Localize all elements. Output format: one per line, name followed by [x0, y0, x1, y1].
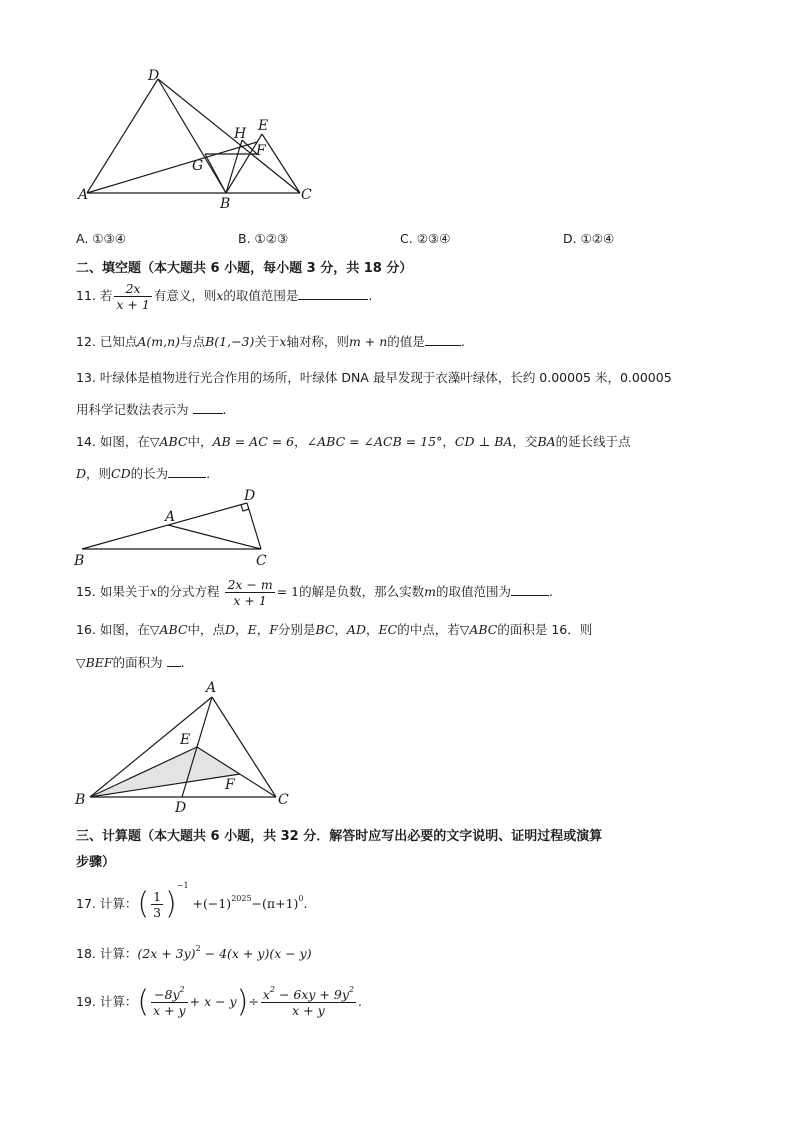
- q16-label-a: A: [206, 680, 217, 696]
- question-17: 17. 计算：( $\frac{1}{3}$ )$^{-1} +(-1)^{2025}-(\pi+1)^0$.: [76, 881, 308, 922]
- q19-fraction-2: $\frac{x^2 - 6xy + 9y^2}{x + y}$: [262, 985, 354, 1018]
- figure-top-geometry: [70, 62, 330, 212]
- q19-fraction-1: $\frac{-8y^2}{x + y}$: [153, 985, 186, 1018]
- q12-answer-blank[interactable]: [425, 333, 461, 346]
- question-11: 11. 若 $\frac{2x}{x + 1}$ 有意义，则x的取值范围是 .: [76, 281, 373, 312]
- q16-label-d: D: [175, 800, 187, 814]
- q15-fraction: $\frac{2x - m}{x + 1}$: [227, 577, 273, 608]
- label-b: B: [220, 196, 231, 212]
- question-14-line1: 14. 如图，在▽ABC中，AB = AC = 6，∠ABC = ∠ACB = 15°，CD ⊥ BA，交BA的延长线于点: [76, 434, 631, 449]
- q16-answer-blank[interactable]: [167, 654, 181, 667]
- question-13-line2: 用科学记数法表示为 .: [76, 402, 227, 417]
- label-c: C: [301, 187, 312, 203]
- q14-label-d: D: [244, 488, 256, 504]
- question-14-line2: D，则CD的长为 .: [76, 466, 211, 481]
- figure-q16: [70, 676, 300, 814]
- label-a: A: [78, 187, 89, 203]
- choice-a[interactable]: A. ①③④: [76, 231, 126, 246]
- section-3-heading-line1: 三、计算题（本大题共 6 小题，共 32 分．解答时应写出必要的文字说明、证明过程或演算: [76, 829, 603, 844]
- question-15: 15. 如果关于x的分式方程 $\frac{2x - m}{x + 1}$ = 1的解是负数，那么实数m的取值范围为 .: [76, 577, 554, 608]
- q11-fraction: $\frac{2x}{x + 1}$: [116, 281, 150, 312]
- q16-label-f: F: [225, 777, 235, 793]
- choice-d[interactable]: D. ①②④: [563, 231, 615, 246]
- section-2-heading: 二、填空题（本大题共 6 小题，每小题 3 分，共 18 分）: [76, 261, 413, 276]
- question-19: 19. 计算：( $\frac{-8y^2}{x + y}$ + x − y)÷ $\frac{x^2 - 6xy + 9y^2}{x + y}$ .: [76, 984, 362, 1020]
- question-18: 18. 计算：$(2x + 3y)^2 - 4(x + y)(x - y)$: [76, 944, 312, 961]
- figure-q14: [70, 486, 280, 570]
- question-12: 12. 已知点A(m,n)与点B(1,−3)关于x轴对称，则m + n的值是 .: [76, 334, 465, 349]
- q17-fraction: $\frac{1}{3}$: [153, 889, 162, 920]
- question-16-line2: ▽BEF的面积为 .: [76, 655, 185, 670]
- label-g: G: [192, 158, 204, 174]
- q15-answer-blank[interactable]: [511, 583, 549, 596]
- q13-answer-blank[interactable]: [193, 401, 223, 414]
- shaded-triangle-bef: [90, 747, 240, 797]
- label-d: D: [148, 68, 160, 84]
- label-h: H: [234, 126, 247, 142]
- q16-label-e: E: [180, 732, 191, 748]
- q14-label-a: A: [165, 509, 176, 525]
- question-16-line1: 16. 如图，在▽ABC中，点D，E，F分别是BC，AD，EC的中点，若▽ABC的面积是 16．则: [76, 622, 593, 637]
- q16-label-c: C: [278, 792, 289, 808]
- q14-answer-blank[interactable]: [168, 465, 206, 478]
- q11-answer-blank[interactable]: [298, 287, 368, 300]
- q14-label-b: B: [74, 553, 85, 569]
- label-f: F: [256, 143, 266, 159]
- label-e: E: [258, 118, 269, 134]
- section-3-heading-line2: 步骤）: [76, 855, 116, 870]
- question-13-line1: 13. 叶绿体是植物进行光合作用的场所，叶绿体 DNA 最早发现于衣藻叶绿体，长约 0.00005 米，0.00005: [76, 370, 672, 385]
- choice-b[interactable]: B. ①②③: [238, 231, 289, 246]
- q14-label-c: C: [256, 553, 267, 569]
- choice-c[interactable]: C. ②③④: [400, 231, 451, 246]
- q16-label-b: B: [75, 792, 86, 808]
